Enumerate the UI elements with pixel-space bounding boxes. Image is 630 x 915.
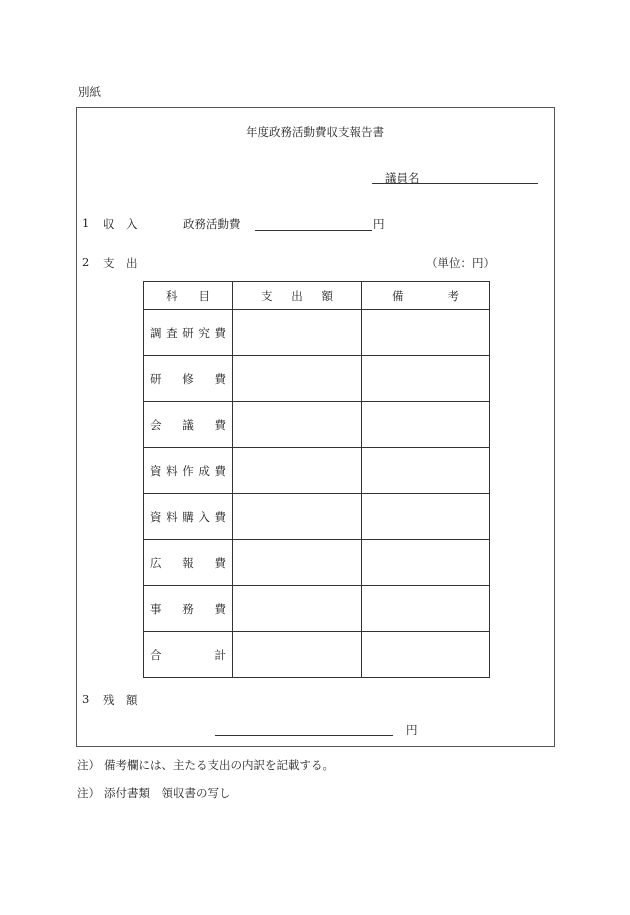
expenditure-heading-char-2: 出 <box>126 256 138 270</box>
remarks-cell[interactable] <box>362 632 490 678</box>
amount-cell[interactable] <box>233 310 362 356</box>
table-row <box>144 356 490 402</box>
unit-note: （単位：円） <box>426 256 495 270</box>
table-row <box>144 586 490 632</box>
income-heading-char-1: 収 <box>103 217 115 231</box>
remarks-cell[interactable] <box>362 402 490 448</box>
member-name-field[interactable] <box>372 183 538 184</box>
income-heading-char-2: 入 <box>126 217 138 231</box>
remarks-cell[interactable] <box>362 448 490 494</box>
member-name-label: 議員名 <box>385 171 420 185</box>
remarks-cell[interactable] <box>362 310 490 356</box>
row-label-training: 研 修 費 <box>144 356 233 402</box>
row-label-materials-creation: 資 料 作 成 費 <box>144 448 233 494</box>
table-row <box>144 448 490 494</box>
row-label-publicity: 広 報 費 <box>144 540 233 586</box>
note-attachments: 添付書類 領収書の写し <box>104 786 231 800</box>
row-label-meeting: 会 議 費 <box>144 402 233 448</box>
attachment-label: 別紙 <box>78 85 101 99</box>
row-label-materials-purchase: 資 料 購 入 費 <box>144 494 233 540</box>
expenditure-table <box>143 281 490 678</box>
report-title: 年度政務活動費収支報告書 <box>246 125 384 139</box>
row-label-total: 合 計 <box>144 632 233 678</box>
remarks-cell[interactable] <box>362 540 490 586</box>
note-prefix: 注） <box>77 758 100 772</box>
table-row <box>144 632 490 678</box>
income-amount-field[interactable] <box>255 230 372 231</box>
amount-cell[interactable] <box>233 494 362 540</box>
income-unit: 円 <box>373 217 385 231</box>
amount-cell[interactable] <box>233 586 362 632</box>
amount-cell[interactable] <box>233 356 362 402</box>
table-header-row <box>144 282 490 310</box>
amount-cell[interactable] <box>233 402 362 448</box>
income-item-label: 政務活動費 <box>183 217 241 231</box>
balance-number: 3 <box>82 692 90 706</box>
table-row <box>144 310 490 356</box>
header-amount: 支 出 額 <box>233 282 362 310</box>
remarks-cell[interactable] <box>362 494 490 540</box>
remarks-cell[interactable] <box>362 356 490 402</box>
balance-amount-field[interactable] <box>215 735 393 736</box>
note-remarks: 備考欄には、主たる支出の内訳を記載する。 <box>104 758 334 772</box>
amount-cell[interactable] <box>233 632 362 678</box>
header-item: 科 目 <box>144 282 233 310</box>
row-label-research: 調 査 研 究 費 <box>144 310 233 356</box>
note-prefix: 注） <box>77 786 100 800</box>
income-number: 1 <box>82 216 90 230</box>
remarks-cell[interactable] <box>362 586 490 632</box>
balance-heading-char-2: 額 <box>126 693 138 707</box>
row-label-office: 事 務 費 <box>144 586 233 632</box>
balance-unit: 円 <box>406 723 418 737</box>
expenditure-number: 2 <box>82 255 90 269</box>
expenditure-heading-char-1: 支 <box>103 256 115 270</box>
table-row <box>144 540 490 586</box>
header-remarks: 備 考 <box>362 282 490 310</box>
amount-cell[interactable] <box>233 448 362 494</box>
table-row <box>144 402 490 448</box>
amount-cell[interactable] <box>233 540 362 586</box>
table-row <box>144 494 490 540</box>
balance-heading-char-1: 残 <box>103 693 115 707</box>
